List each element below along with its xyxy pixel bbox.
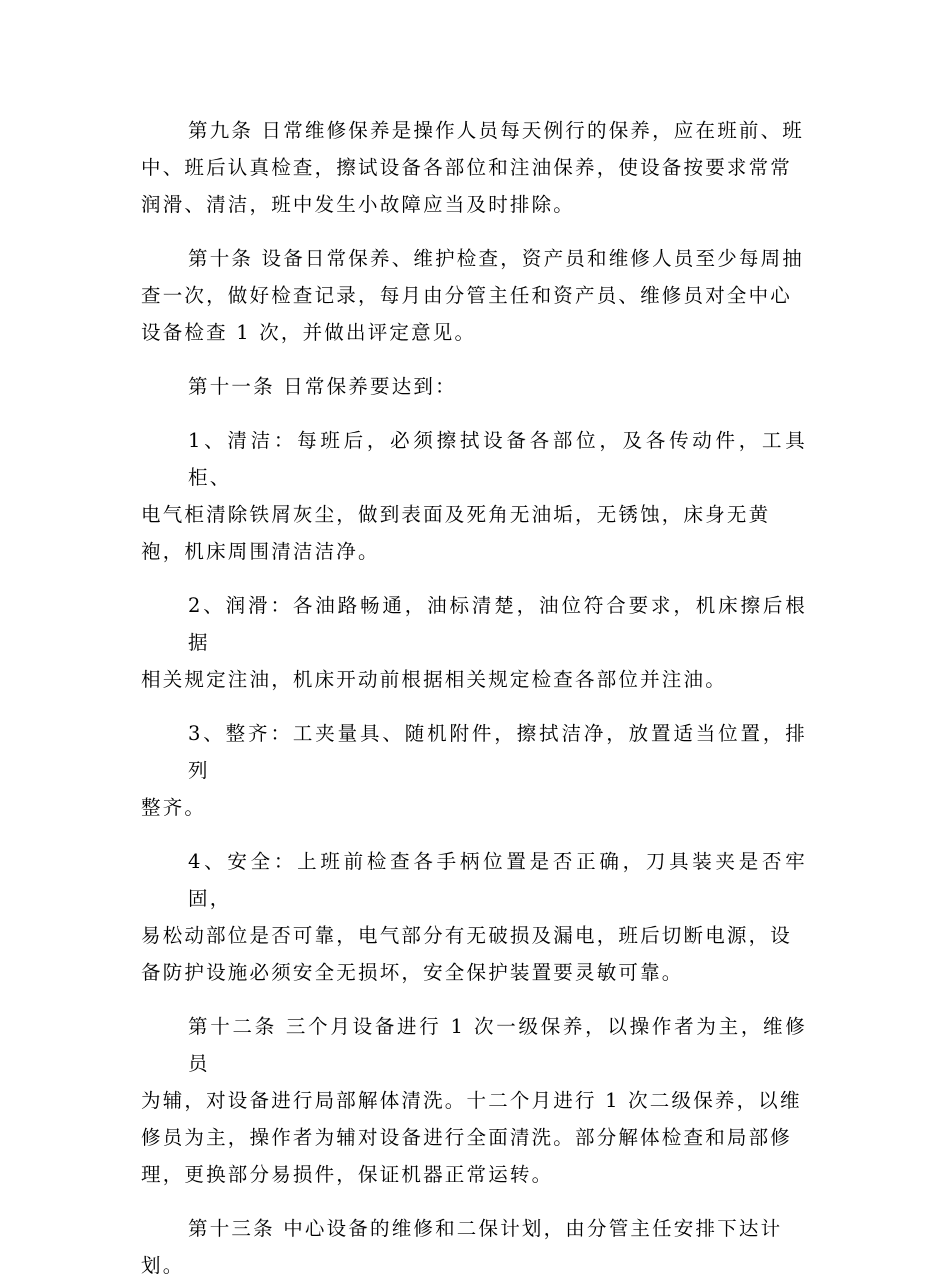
text-line: 查一次，做好检查记录，每月由分管主任和资产员、维修员对全中心 xyxy=(141,284,793,307)
text-line: 理，更换部分易损件，保证机器正常运转。 xyxy=(141,1163,554,1186)
paragraph-article-10 xyxy=(141,240,807,351)
text-line: 相关规定注油，机床开动前根据相关规定检查各部位并注油。 xyxy=(141,668,727,691)
text-line: 3、整齐：工夹量具、随机附件，擦拭洁净，放置适当位置，排列 xyxy=(188,722,807,782)
text-line: 第九条 日常维修保养是操作人员每天例行的保养，应在班前、班 xyxy=(188,119,804,142)
text-line: 第十一条 日常保养要达到： xyxy=(188,375,457,398)
document-page xyxy=(141,112,807,1284)
paragraph-article-12 xyxy=(141,1008,807,1193)
text-line: 润滑、清洁，班中发生小故障应当及时排除。 xyxy=(141,193,576,216)
text-line: 备防护设施必须安全无损坏，安全保护装置要灵敏可靠。 xyxy=(141,961,684,984)
text-line: 划。 xyxy=(141,1254,185,1277)
text-line: 为辅，对设备进行局部解体清洗。十二个月进行 1 次二级保养，以维 xyxy=(141,1089,802,1112)
text-line: 袍，机床周围清洁洁净。 xyxy=(141,540,380,563)
paragraph-item-tidiness xyxy=(141,715,807,826)
text-line: 第十条 设备日常保养、维护检查，资产员和维修人员至少每周抽 xyxy=(188,247,804,270)
text-line: 第十三条 中心设备的维修和二保计划，由分管主任安排下达计 xyxy=(188,1217,783,1240)
text-line: 中、班后认真检查，擦试设备各部位和注油保养，使设备按要求常常 xyxy=(141,156,793,179)
paragraph-article-9 xyxy=(141,112,807,223)
paragraph-item-safety xyxy=(141,843,807,991)
text-line: 电气柜清除铁屑灰尘，做到表面及死角无油垢，无锈蚀，床身无黄 xyxy=(141,503,771,526)
text-line: 第十二条 三个月设备进行 1 次一级保养，以操作者为主，维修员 xyxy=(188,1015,807,1075)
text-line: 4、安全：上班前检查各手柄位置是否正确，刀具装夹是否牢固， xyxy=(188,850,807,910)
text-line: 1、清洁：每班后，必须擦拭设备各部位，及各传动件，工具柜、 xyxy=(188,429,807,489)
text-line: 设备检查 1 次，并做出评定意见。 xyxy=(141,321,477,344)
text-line: 整齐。 xyxy=(141,796,207,819)
paragraph-item-lubrication xyxy=(141,587,807,698)
text-line: 2、润滑：各油路畅通，油标清楚，油位符合要求，机床擦后根据 xyxy=(188,594,807,654)
text-line: 易松动部位是否可靠，电气部分有无破损及漏电，班后切断电源，设 xyxy=(141,924,793,947)
paragraph-item-cleaning xyxy=(141,422,807,570)
text-line: 修员为主，操作者为辅对设备进行全面清洗。部分解体检查和局部修 xyxy=(141,1126,793,1149)
paragraph-article-11 xyxy=(141,368,807,405)
paragraph-article-13 xyxy=(141,1210,807,1284)
